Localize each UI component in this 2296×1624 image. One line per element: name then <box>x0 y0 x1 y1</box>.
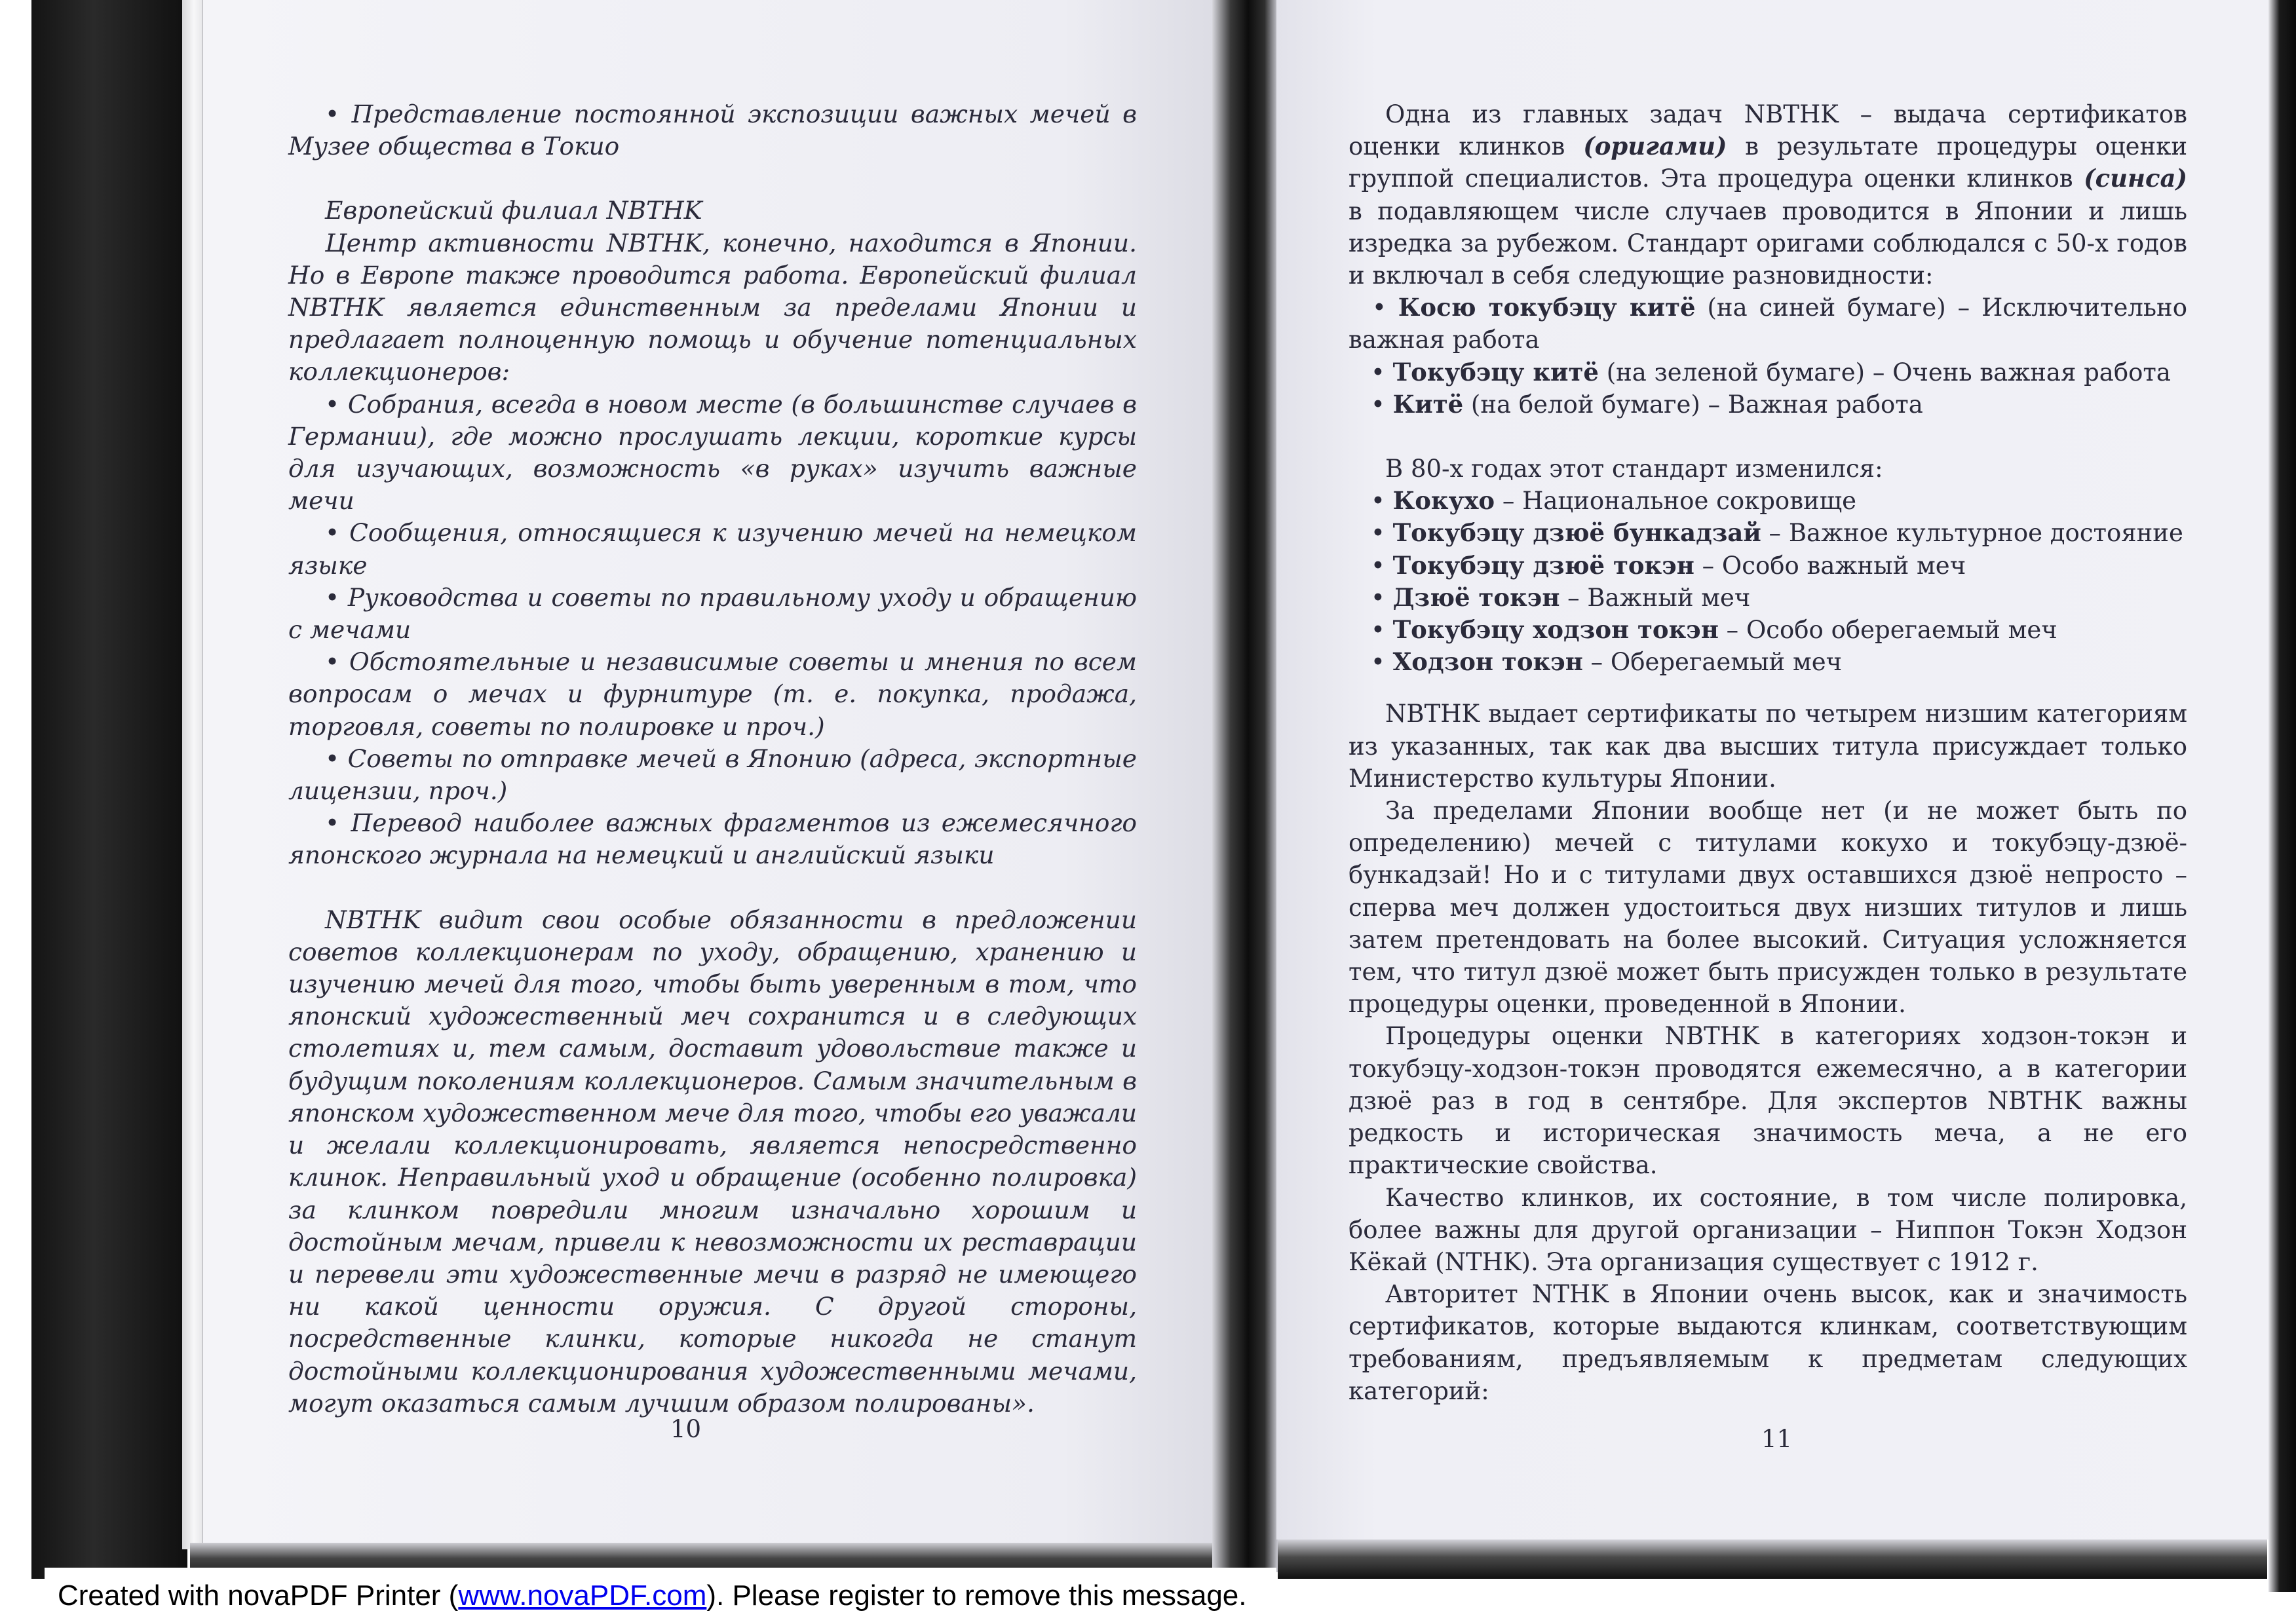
right-para-quality: Качество клинков, их состояние, в том числе полировка, более важны для другой организации – Ниппон Токэн Ходзон Кёкай (NTHK). Эта организация существует с 1912 г. <box>1349 1183 2187 1276</box>
right-page-text <box>1349 98 2187 1407</box>
right-para-authority: Авторитет NTHK в Японии очень высок, как и значимость сертификатов, которые выдаются клинкам, соответствующим требованиям, предъявляемым к предметам следующих категорий: <box>1349 1280 2187 1405</box>
left-bullet-item: • Сообщения, относящиеся к изучению мечей на немецком языке <box>288 518 1137 580</box>
right-para-intro: Одна из главных задач NBTHK – выдача сертификатов оценки клинков (оригами) в результате процедуры оценки группой специалистов. Эта процедура оценки клинков (синса) в подавляющем числе случаев проводится в Японии и лишь изредка за рубежом. Стандарт оригами соблюдался с 50-х годов и включал в себя следующие разновидности: <box>1349 100 2187 290</box>
left-heading-european-branch: Европейский филиал NBTHK <box>325 196 702 225</box>
new-standard-item: • Дзюё токэн – Важный меч <box>1371 582 1751 612</box>
left-bullet-item: • Обстоятельные и независимые советы и мнения по всем вопросам о мечах и фурнитуре (т. е. покупка, продажа, торговля, советы по полировке и проч.) <box>288 647 1137 741</box>
left-page <box>203 0 1215 1543</box>
old-standard-item: • Косю токубэцу китё (на синей бумаге) – Исключительно важная работа <box>1349 293 2187 354</box>
left-para-exhibition: • Представление постоянной экспозиции важных мечей в Музее общества в Токио <box>288 100 1137 161</box>
left-para-duties: NBTHK видит свои особые обязанности в предложении советов коллекционерам по уходу, обращению, хранению и изучению мечей для того, чтобы быть уверенным в том, что японский художественный меч сохранится и в следующих столетиях и, тем самым, доставит удовольствие также и будущим поколениям коллекционеров. Самым значительным в японском художественном мече для того, чтобы его уважали и желали коллекционировать, является непосредственно клинок. Неправильный уход и обращение (особенно полировка) за клинком повредили многим изначально хорошим и достойным мечам, привели к невозможности их реставрации и перевели эти художественные мечи в разряд не имеющего ни какой ценности оружия. С другой стороны, посредственные клинки, которые никогда не станут достойными коллекционирования художественными мечами, могут оказаться самым лучшим образом полированы». <box>288 905 1137 1418</box>
left-page-text <box>288 98 1137 1420</box>
novapdf-link[interactable]: www.novaPDF.com <box>458 1579 707 1612</box>
right-heading-eighties: В 80-х годах этот стандарт изменился: <box>1385 455 1883 483</box>
new-standard-item: • Токубэцу ходзон токэн – Особо оберегаемый меч <box>1371 615 2057 645</box>
old-standard-item: • Китё (на белой бумаге) – Важная работа <box>1371 389 1923 419</box>
right-para-procedures: Процедуры оценки NBTHK в категориях ходзон-токэн и токубэцу-ходзон-токэн проводятся ежемесячно, а в категории дзюё раз в год в сентябре. Для экспертов NBTHK важны редкость и историческая значимость меча, а не его практические свойства. <box>1349 1022 2187 1180</box>
page-number-right: 11 <box>1761 1425 1793 1453</box>
left-bullet-item: • Собрания, всегда в новом месте (в большинстве случаев в Германии), где можно прослушать лекции, короткие курсы для изучающих, возможность «в руках» изучить важные мечи <box>288 389 1137 516</box>
right-page <box>1276 0 2271 1539</box>
new-standard-item: • Кокухо – Национальное сокровище <box>1371 486 1856 516</box>
right-para-outside-japan: За пределами Японии вообще нет (и не может быть по определению) мечей с титулами кокухо и токубэцу-дзюё-бункадзай! Но и с титулами двух оставшихся дзюё непросто – сперва меч должен удостоиться двух низших титулов и лишь затем претендовать на более высокий. Ситуация усложняется тем, что титул дзюё может быть присужден только в результате процедуры оценки, проведенной в Японии. <box>1349 797 2187 1019</box>
scanner-edge-right <box>2268 0 2296 1592</box>
new-standard-item: • Токубэцу дзюё токэн – Особо важный меч <box>1371 550 1966 580</box>
book-bottom-edge-right <box>1278 1539 2267 1579</box>
left-bullet-item: • Руководства и советы по правильному уходу и обращению с мечами <box>288 582 1137 645</box>
book-page-stack-edge <box>182 0 203 1549</box>
book-spine <box>1212 0 1278 1572</box>
right-para-certificates: NBTHK выдает сертификаты по четырем низшим категориям из указанных, так как два высших титула присуждает только Министерство культуры Японии. <box>1349 700 2187 793</box>
left-para-center: Центр активности NBTHK, конечно, находится в Японии. Но в Европе также проводится работа. Европейский филиал NBTHK является единственным за пределами Японии и предлагает полноценную помощь и обучение потенциальных коллекционеров: <box>288 228 1137 387</box>
novapdf-watermark-banner <box>45 1568 1276 1624</box>
page-number-left: 10 <box>670 1415 702 1443</box>
new-standard-item: • Ходзон токэн – Оберегаемый меч <box>1371 647 1843 677</box>
old-standard-item: • Токубэцу китё (на зеленой бумаге) – Очень важная работа <box>1371 357 2171 387</box>
left-bullet-item: • Советы по отправке мечей в Японию (адреса, экспортные лицензии, проч.) <box>288 744 1137 806</box>
left-bullet-item: • Перевод наиболее важных фрагментов из ежемесячного японского журнала на немецкий и английский языки <box>288 808 1137 870</box>
scanner-edge-left <box>31 0 187 1579</box>
watermark-suffix: ). Please register to remove this message. <box>706 1579 1247 1612</box>
new-standard-item: • Токубэцу дзюё бункадзай – Важное культурное достояние <box>1371 518 2183 548</box>
watermark-prefix: Created with novaPDF Printer ( <box>58 1579 459 1612</box>
